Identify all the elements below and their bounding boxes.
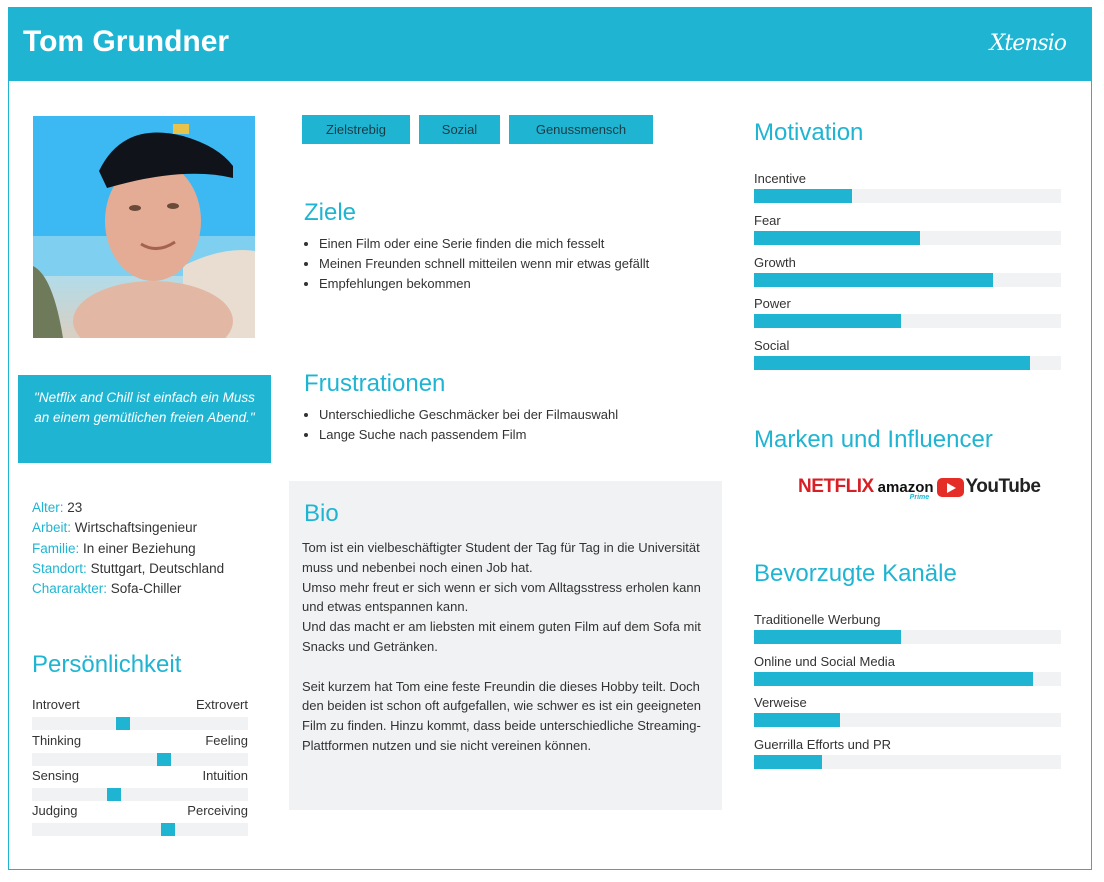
tag-sozial: Sozial xyxy=(419,115,500,144)
trait-judging-perceiving: Judging Perceiving xyxy=(32,803,248,836)
play-icon xyxy=(937,478,964,497)
header-bar xyxy=(8,7,1092,81)
channel-referrals: Verweise xyxy=(754,695,1061,727)
motivation-power: Power xyxy=(754,296,1061,328)
channel-bar xyxy=(754,672,1033,686)
list-item: • Unterschiedliche Geschmäcker bei der Filmauswahl xyxy=(319,405,618,425)
persona-tags xyxy=(302,115,653,144)
list-item: • Meinen Freunden schnell mitteilen wenn mir etwas gefällt xyxy=(319,254,649,274)
persona-name: Tom Grundner xyxy=(23,25,230,58)
youtube-logo: YouTube xyxy=(937,476,1041,498)
trait-slider xyxy=(32,788,248,801)
fact-location: Standort: Stuttgart, Deutschland xyxy=(32,560,225,576)
list-item: • Einen Film oder eine Serie finden die mich fesselt xyxy=(319,234,649,254)
channel-bar xyxy=(754,630,901,644)
frustrations-title: Frustrationen xyxy=(304,370,446,397)
motivation-social: Social xyxy=(754,338,1061,370)
list-item: • Lange Suche nach passendem Film xyxy=(319,425,618,445)
motivation-fear: Fear xyxy=(754,213,1061,245)
channel-bar xyxy=(754,713,840,727)
brands-title: Marken und Influencer xyxy=(754,426,993,453)
persona-photo xyxy=(33,116,255,338)
trait-slider xyxy=(32,753,248,766)
motivation-bar xyxy=(754,356,1030,370)
motivation-bar xyxy=(754,273,993,287)
trait-slider-knob xyxy=(107,788,121,801)
motivation-bar xyxy=(754,231,920,245)
trait-slider-knob xyxy=(157,753,171,766)
tag-genussmensch: Genussmensch xyxy=(509,115,653,144)
netflix-logo: NETFLIX xyxy=(798,476,874,497)
channel-guerrilla: Guerrilla Efforts und PR xyxy=(754,737,1061,769)
trait-sensing-intuition: Sensing Intuition xyxy=(32,768,248,801)
motivation-bar xyxy=(754,189,852,203)
motivation-growth: Growth xyxy=(754,255,1061,287)
trait-introvert-extrovert: Introvert Extrovert xyxy=(32,697,248,730)
xtensio-logo: Xtensio xyxy=(989,31,1066,56)
channel-online: Online und Social Media xyxy=(754,654,1061,686)
personality-title: Persönlichkeit xyxy=(32,651,182,678)
brand-logos xyxy=(798,476,1041,501)
channels-title: Bevorzugte Kanäle xyxy=(754,560,957,587)
goals-title: Ziele xyxy=(304,199,357,226)
fact-job: Arbeit: Wirtschaftsingenieur xyxy=(32,520,198,536)
fact-age: Alter: 23 xyxy=(32,500,83,515)
trait-slider-knob xyxy=(116,717,130,730)
persona-quote: "Netflix and Chill ist einfach ein Muss an einem gemütlichen freien Abend." xyxy=(18,375,271,463)
goals-list xyxy=(302,234,649,294)
frustrations-list xyxy=(302,405,618,445)
list-item: • Empfehlungen bekommen xyxy=(319,274,649,294)
bio-text: Tom ist ein vielbeschäftigter Student der Tag für Tag in die Universität muss und nebenbei noch einen Job hat. Umso mehr freut er sich wenn er sich vom Alltagsstress erholen kann und etwas entspannen kann. Und das macht er am liebsten mit einem guten Film auf dem Sofa mit Snacks und Getränken. Seit kurzem hat Tom eine feste Freundin die dieses Hobby teilt. Doch den beiden ist schon oft aufgefallen, wie schwer es ist ein geeigneten Film zu finden. Hinzu kommt, dass beide unterschiedliche Streaming-Plattformen nutzen und sie nicht vereinen können. xyxy=(302,540,701,753)
trait-slider-knob xyxy=(161,823,175,836)
trait-slider xyxy=(32,823,248,836)
motivation-incentive: Incentive xyxy=(754,171,1061,203)
channel-traditional: Traditionelle Werbung xyxy=(754,612,1061,644)
fact-character: Chararakter: Sofa-Chiller xyxy=(32,581,182,597)
motivation-bar xyxy=(754,314,901,328)
motivation-title: Motivation xyxy=(754,119,864,146)
fact-family: Familie: In einer Beziehung xyxy=(32,540,196,556)
trait-slider xyxy=(32,717,248,730)
tag-zielstrebig: Zielstrebig xyxy=(302,115,410,144)
persona-facts xyxy=(32,498,224,599)
channel-bar xyxy=(754,755,822,769)
trait-thinking-feeling: Thinking Feeling xyxy=(32,733,248,766)
bio-title: Bio xyxy=(304,500,339,527)
amazon-prime-logo: amazon Prime xyxy=(877,478,934,501)
